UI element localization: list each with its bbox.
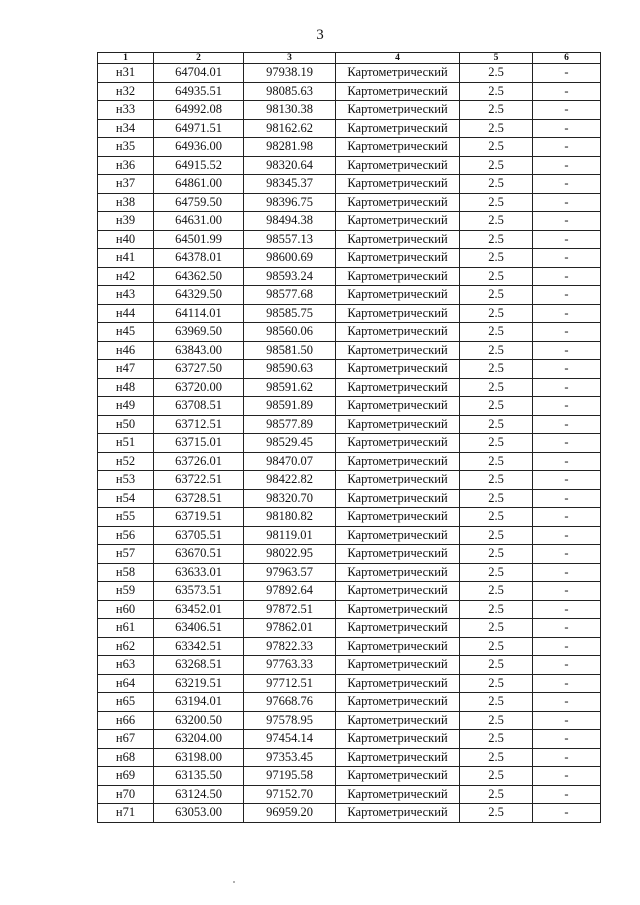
column-header-6: 6 xyxy=(533,53,601,64)
y-coordinate-cell: 98022.95 xyxy=(244,545,336,564)
y-coordinate-cell: 98085.63 xyxy=(244,82,336,101)
x-coordinate-cell: 64114.01 xyxy=(154,304,244,323)
accuracy-cell: 2.5 xyxy=(460,378,533,397)
point-id-cell: н63 xyxy=(98,656,154,675)
point-id-cell: н51 xyxy=(98,434,154,453)
method-cell: Картометрический xyxy=(336,471,460,490)
accuracy-cell: 2.5 xyxy=(460,156,533,175)
point-id-cell: н40 xyxy=(98,230,154,249)
description-cell: - xyxy=(533,748,601,767)
method-cell: Картометрический xyxy=(336,489,460,508)
point-id-cell: н57 xyxy=(98,545,154,564)
description-cell: - xyxy=(533,804,601,823)
y-coordinate-cell: 98557.13 xyxy=(244,230,336,249)
table-row xyxy=(98,267,601,286)
x-coordinate-cell: 64704.01 xyxy=(154,64,244,83)
point-id-cell: н59 xyxy=(98,582,154,601)
table-row xyxy=(98,304,601,323)
y-coordinate-cell: 98320.64 xyxy=(244,156,336,175)
point-id-cell: н38 xyxy=(98,193,154,212)
description-cell: - xyxy=(533,156,601,175)
table-row xyxy=(98,397,601,416)
x-coordinate-cell: 63194.01 xyxy=(154,693,244,712)
description-cell: - xyxy=(533,193,601,212)
table-row xyxy=(98,545,601,564)
point-id-cell: н55 xyxy=(98,508,154,527)
point-id-cell: н64 xyxy=(98,674,154,693)
table-row xyxy=(98,582,601,601)
method-cell: Картометрический xyxy=(336,656,460,675)
y-coordinate-cell: 98591.89 xyxy=(244,397,336,416)
method-cell: Картометрический xyxy=(336,674,460,693)
y-coordinate-cell: 98162.62 xyxy=(244,119,336,138)
y-coordinate-cell: 97454.14 xyxy=(244,730,336,749)
column-header-4: 4 xyxy=(336,53,460,64)
table-row xyxy=(98,64,601,83)
accuracy-cell: 2.5 xyxy=(460,656,533,675)
description-cell: - xyxy=(533,415,601,434)
table-row xyxy=(98,730,601,749)
point-id-cell: н62 xyxy=(98,637,154,656)
table-row xyxy=(98,434,601,453)
table-row xyxy=(98,360,601,379)
method-cell: Картометрический xyxy=(336,619,460,638)
y-coordinate-cell: 97712.51 xyxy=(244,674,336,693)
method-cell: Картометрический xyxy=(336,360,460,379)
method-cell: Картометрический xyxy=(336,193,460,212)
table-row xyxy=(98,785,601,804)
method-cell: Картометрический xyxy=(336,748,460,767)
method-cell: Картометрический xyxy=(336,323,460,342)
y-coordinate-cell: 97892.64 xyxy=(244,582,336,601)
method-cell: Картометрический xyxy=(336,767,460,786)
x-coordinate-cell: 63342.51 xyxy=(154,637,244,656)
description-cell: - xyxy=(533,730,601,749)
point-id-cell: н65 xyxy=(98,693,154,712)
point-id-cell: н71 xyxy=(98,804,154,823)
y-coordinate-cell: 97152.70 xyxy=(244,785,336,804)
x-coordinate-cell: 64992.08 xyxy=(154,101,244,120)
table-row xyxy=(98,175,601,194)
accuracy-cell: 2.5 xyxy=(460,674,533,693)
description-cell: - xyxy=(533,397,601,416)
x-coordinate-cell: 64378.01 xyxy=(154,249,244,268)
accuracy-cell: 2.5 xyxy=(460,489,533,508)
y-coordinate-cell: 97872.51 xyxy=(244,600,336,619)
description-cell: - xyxy=(533,656,601,675)
description-cell: - xyxy=(533,249,601,268)
accuracy-cell: 2.5 xyxy=(460,545,533,564)
x-coordinate-cell: 64759.50 xyxy=(154,193,244,212)
point-id-cell: н68 xyxy=(98,748,154,767)
x-coordinate-cell: 63727.50 xyxy=(154,360,244,379)
description-cell: - xyxy=(533,767,601,786)
x-coordinate-cell: 63670.51 xyxy=(154,545,244,564)
x-coordinate-cell: 63726.01 xyxy=(154,452,244,471)
x-coordinate-cell: 63715.01 xyxy=(154,434,244,453)
point-id-cell: н58 xyxy=(98,563,154,582)
point-id-cell: н53 xyxy=(98,471,154,490)
y-coordinate-cell: 98581.50 xyxy=(244,341,336,360)
description-cell: - xyxy=(533,693,601,712)
point-id-cell: н45 xyxy=(98,323,154,342)
accuracy-cell: 2.5 xyxy=(460,785,533,804)
x-coordinate-cell: 63719.51 xyxy=(154,508,244,527)
x-coordinate-cell: 64329.50 xyxy=(154,286,244,305)
method-cell: Картометрический xyxy=(336,582,460,601)
method-cell: Картометрический xyxy=(336,286,460,305)
y-coordinate-cell: 98600.69 xyxy=(244,249,336,268)
method-cell: Картометрический xyxy=(336,730,460,749)
table-row xyxy=(98,341,601,360)
description-cell: - xyxy=(533,711,601,730)
table-header-row xyxy=(98,53,601,64)
x-coordinate-cell: 63053.00 xyxy=(154,804,244,823)
accuracy-cell: 2.5 xyxy=(460,730,533,749)
method-cell: Картометрический xyxy=(336,526,460,545)
method-cell: Картометрический xyxy=(336,415,460,434)
x-coordinate-cell: 63720.00 xyxy=(154,378,244,397)
table-row xyxy=(98,767,601,786)
table-row xyxy=(98,526,601,545)
method-cell: Картометрический xyxy=(336,119,460,138)
x-coordinate-cell: 63573.51 xyxy=(154,582,244,601)
description-cell: - xyxy=(533,230,601,249)
coordinates-table xyxy=(97,52,601,823)
accuracy-cell: 2.5 xyxy=(460,804,533,823)
y-coordinate-cell: 97578.95 xyxy=(244,711,336,730)
x-coordinate-cell: 64935.51 xyxy=(154,82,244,101)
accuracy-cell: 2.5 xyxy=(460,193,533,212)
x-coordinate-cell: 63219.51 xyxy=(154,674,244,693)
table-row xyxy=(98,600,601,619)
table-row xyxy=(98,563,601,582)
y-coordinate-cell: 97963.57 xyxy=(244,563,336,582)
description-cell: - xyxy=(533,82,601,101)
accuracy-cell: 2.5 xyxy=(460,397,533,416)
x-coordinate-cell: 63200.50 xyxy=(154,711,244,730)
table-row xyxy=(98,230,601,249)
x-coordinate-cell: 64915.52 xyxy=(154,156,244,175)
description-cell: - xyxy=(533,360,601,379)
accuracy-cell: 2.5 xyxy=(460,600,533,619)
accuracy-cell: 2.5 xyxy=(460,526,533,545)
description-cell: - xyxy=(533,452,601,471)
table-row xyxy=(98,119,601,138)
accuracy-cell: 2.5 xyxy=(460,101,533,120)
table-row xyxy=(98,101,601,120)
point-id-cell: н41 xyxy=(98,249,154,268)
table-row xyxy=(98,323,601,342)
method-cell: Картометрический xyxy=(336,563,460,582)
accuracy-cell: 2.5 xyxy=(460,360,533,379)
point-id-cell: н31 xyxy=(98,64,154,83)
table-row xyxy=(98,489,601,508)
point-id-cell: н69 xyxy=(98,767,154,786)
accuracy-cell: 2.5 xyxy=(460,341,533,360)
method-cell: Картометрический xyxy=(336,637,460,656)
accuracy-cell: 2.5 xyxy=(460,711,533,730)
x-coordinate-cell: 63198.00 xyxy=(154,748,244,767)
method-cell: Картометрический xyxy=(336,249,460,268)
y-coordinate-cell: 98281.98 xyxy=(244,138,336,157)
point-id-cell: н35 xyxy=(98,138,154,157)
point-id-cell: н60 xyxy=(98,600,154,619)
description-cell: - xyxy=(533,619,601,638)
accuracy-cell: 2.5 xyxy=(460,637,533,656)
method-cell: Картометрический xyxy=(336,138,460,157)
x-coordinate-cell: 63843.00 xyxy=(154,341,244,360)
accuracy-cell: 2.5 xyxy=(460,304,533,323)
accuracy-cell: 2.5 xyxy=(460,286,533,305)
method-cell: Картометрический xyxy=(336,378,460,397)
description-cell: - xyxy=(533,101,601,120)
column-header-3: 3 xyxy=(244,53,336,64)
accuracy-cell: 2.5 xyxy=(460,415,533,434)
y-coordinate-cell: 98591.62 xyxy=(244,378,336,397)
accuracy-cell: 2.5 xyxy=(460,619,533,638)
method-cell: Картометрический xyxy=(336,64,460,83)
description-cell: - xyxy=(533,489,601,508)
accuracy-cell: 2.5 xyxy=(460,693,533,712)
y-coordinate-cell: 98494.38 xyxy=(244,212,336,231)
table-body xyxy=(98,64,601,823)
table-row xyxy=(98,249,601,268)
description-cell: - xyxy=(533,341,601,360)
table-row xyxy=(98,674,601,693)
point-id-cell: н42 xyxy=(98,267,154,286)
y-coordinate-cell: 97822.33 xyxy=(244,637,336,656)
point-id-cell: н44 xyxy=(98,304,154,323)
method-cell: Картометрический xyxy=(336,785,460,804)
point-id-cell: н48 xyxy=(98,378,154,397)
x-coordinate-cell: 63705.51 xyxy=(154,526,244,545)
accuracy-cell: 2.5 xyxy=(460,138,533,157)
method-cell: Картометрический xyxy=(336,304,460,323)
y-coordinate-cell: 98529.45 xyxy=(244,434,336,453)
table-row xyxy=(98,138,601,157)
table-row xyxy=(98,286,601,305)
method-cell: Картометрический xyxy=(336,600,460,619)
point-id-cell: н56 xyxy=(98,526,154,545)
point-id-cell: н46 xyxy=(98,341,154,360)
y-coordinate-cell: 98560.06 xyxy=(244,323,336,342)
description-cell: - xyxy=(533,600,601,619)
method-cell: Картометрический xyxy=(336,545,460,564)
method-cell: Картометрический xyxy=(336,267,460,286)
accuracy-cell: 2.5 xyxy=(460,212,533,231)
x-coordinate-cell: 63406.51 xyxy=(154,619,244,638)
x-coordinate-cell: 63722.51 xyxy=(154,471,244,490)
point-id-cell: н39 xyxy=(98,212,154,231)
description-cell: - xyxy=(533,323,601,342)
y-coordinate-cell: 98585.75 xyxy=(244,304,336,323)
x-coordinate-cell: 63708.51 xyxy=(154,397,244,416)
y-coordinate-cell: 98180.82 xyxy=(244,508,336,527)
x-coordinate-cell: 64631.00 xyxy=(154,212,244,231)
accuracy-cell: 2.5 xyxy=(460,64,533,83)
description-cell: - xyxy=(533,785,601,804)
point-id-cell: н37 xyxy=(98,175,154,194)
description-cell: - xyxy=(533,508,601,527)
description-cell: - xyxy=(533,563,601,582)
description-cell: - xyxy=(533,637,601,656)
description-cell: - xyxy=(533,526,601,545)
y-coordinate-cell: 96959.20 xyxy=(244,804,336,823)
description-cell: - xyxy=(533,212,601,231)
y-coordinate-cell: 98590.63 xyxy=(244,360,336,379)
y-coordinate-cell: 98470.07 xyxy=(244,452,336,471)
y-coordinate-cell: 98130.38 xyxy=(244,101,336,120)
table-row xyxy=(98,619,601,638)
method-cell: Картометрический xyxy=(336,230,460,249)
column-header-2: 2 xyxy=(154,53,244,64)
method-cell: Картометрический xyxy=(336,175,460,194)
method-cell: Картометрический xyxy=(336,82,460,101)
method-cell: Картометрический xyxy=(336,804,460,823)
y-coordinate-cell: 98577.68 xyxy=(244,286,336,305)
x-coordinate-cell: 64861.00 xyxy=(154,175,244,194)
y-coordinate-cell: 97763.33 xyxy=(244,656,336,675)
page-number: 3 xyxy=(316,27,324,43)
point-id-cell: н50 xyxy=(98,415,154,434)
y-coordinate-cell: 98593.24 xyxy=(244,267,336,286)
table-row xyxy=(98,508,601,527)
table-row xyxy=(98,212,601,231)
point-id-cell: н49 xyxy=(98,397,154,416)
x-coordinate-cell: 63124.50 xyxy=(154,785,244,804)
method-cell: Картометрический xyxy=(336,397,460,416)
method-cell: Картометрический xyxy=(336,711,460,730)
accuracy-cell: 2.5 xyxy=(460,323,533,342)
x-coordinate-cell: 63452.01 xyxy=(154,600,244,619)
table-row xyxy=(98,804,601,823)
table-row xyxy=(98,471,601,490)
method-cell: Картометрический xyxy=(336,101,460,120)
scan-speck xyxy=(233,881,235,883)
description-cell: - xyxy=(533,138,601,157)
point-id-cell: н34 xyxy=(98,119,154,138)
x-coordinate-cell: 63204.00 xyxy=(154,730,244,749)
point-id-cell: н70 xyxy=(98,785,154,804)
method-cell: Картометрический xyxy=(336,452,460,471)
column-header-1: 1 xyxy=(98,53,154,64)
description-cell: - xyxy=(533,64,601,83)
description-cell: - xyxy=(533,378,601,397)
table-row xyxy=(98,748,601,767)
accuracy-cell: 2.5 xyxy=(460,249,533,268)
point-id-cell: н47 xyxy=(98,360,154,379)
accuracy-cell: 2.5 xyxy=(460,748,533,767)
point-id-cell: н43 xyxy=(98,286,154,305)
table-row xyxy=(98,378,601,397)
point-id-cell: н33 xyxy=(98,101,154,120)
description-cell: - xyxy=(533,175,601,194)
accuracy-cell: 2.5 xyxy=(460,452,533,471)
x-coordinate-cell: 63268.51 xyxy=(154,656,244,675)
y-coordinate-cell: 97862.01 xyxy=(244,619,336,638)
y-coordinate-cell: 98345.37 xyxy=(244,175,336,194)
description-cell: - xyxy=(533,119,601,138)
accuracy-cell: 2.5 xyxy=(460,434,533,453)
method-cell: Картометрический xyxy=(336,434,460,453)
table-row xyxy=(98,415,601,434)
table-row xyxy=(98,656,601,675)
table-row xyxy=(98,193,601,212)
y-coordinate-cell: 98577.89 xyxy=(244,415,336,434)
method-cell: Картометрический xyxy=(336,156,460,175)
accuracy-cell: 2.5 xyxy=(460,267,533,286)
point-id-cell: н36 xyxy=(98,156,154,175)
method-cell: Картометрический xyxy=(336,508,460,527)
accuracy-cell: 2.5 xyxy=(460,563,533,582)
x-coordinate-cell: 63633.01 xyxy=(154,563,244,582)
table-row xyxy=(98,637,601,656)
x-coordinate-cell: 64501.99 xyxy=(154,230,244,249)
x-coordinate-cell: 63728.51 xyxy=(154,489,244,508)
description-cell: - xyxy=(533,674,601,693)
description-cell: - xyxy=(533,582,601,601)
method-cell: Картометрический xyxy=(336,212,460,231)
description-cell: - xyxy=(533,304,601,323)
description-cell: - xyxy=(533,267,601,286)
x-coordinate-cell: 63969.50 xyxy=(154,323,244,342)
description-cell: - xyxy=(533,286,601,305)
point-id-cell: н67 xyxy=(98,730,154,749)
x-coordinate-cell: 63135.50 xyxy=(154,767,244,786)
y-coordinate-cell: 98396.75 xyxy=(244,193,336,212)
accuracy-cell: 2.5 xyxy=(460,82,533,101)
accuracy-cell: 2.5 xyxy=(460,230,533,249)
table-row xyxy=(98,711,601,730)
x-coordinate-cell: 64971.51 xyxy=(154,119,244,138)
table-row xyxy=(98,452,601,471)
method-cell: Картометрический xyxy=(336,693,460,712)
table-row xyxy=(98,82,601,101)
description-cell: - xyxy=(533,471,601,490)
column-header-5: 5 xyxy=(460,53,533,64)
y-coordinate-cell: 97938.19 xyxy=(244,64,336,83)
accuracy-cell: 2.5 xyxy=(460,508,533,527)
point-id-cell: н32 xyxy=(98,82,154,101)
point-id-cell: н54 xyxy=(98,489,154,508)
accuracy-cell: 2.5 xyxy=(460,471,533,490)
y-coordinate-cell: 98422.82 xyxy=(244,471,336,490)
x-coordinate-cell: 64936.00 xyxy=(154,138,244,157)
table-row xyxy=(98,693,601,712)
accuracy-cell: 2.5 xyxy=(460,119,533,138)
y-coordinate-cell: 98119.01 xyxy=(244,526,336,545)
y-coordinate-cell: 97668.76 xyxy=(244,693,336,712)
accuracy-cell: 2.5 xyxy=(460,175,533,194)
x-coordinate-cell: 63712.51 xyxy=(154,415,244,434)
accuracy-cell: 2.5 xyxy=(460,767,533,786)
description-cell: - xyxy=(533,545,601,564)
accuracy-cell: 2.5 xyxy=(460,582,533,601)
point-id-cell: н66 xyxy=(98,711,154,730)
y-coordinate-cell: 97195.58 xyxy=(244,767,336,786)
point-id-cell: н61 xyxy=(98,619,154,638)
y-coordinate-cell: 97353.45 xyxy=(244,748,336,767)
point-id-cell: н52 xyxy=(98,452,154,471)
description-cell: - xyxy=(533,434,601,453)
method-cell: Картометрический xyxy=(336,341,460,360)
y-coordinate-cell: 98320.70 xyxy=(244,489,336,508)
x-coordinate-cell: 64362.50 xyxy=(154,267,244,286)
table-row xyxy=(98,156,601,175)
